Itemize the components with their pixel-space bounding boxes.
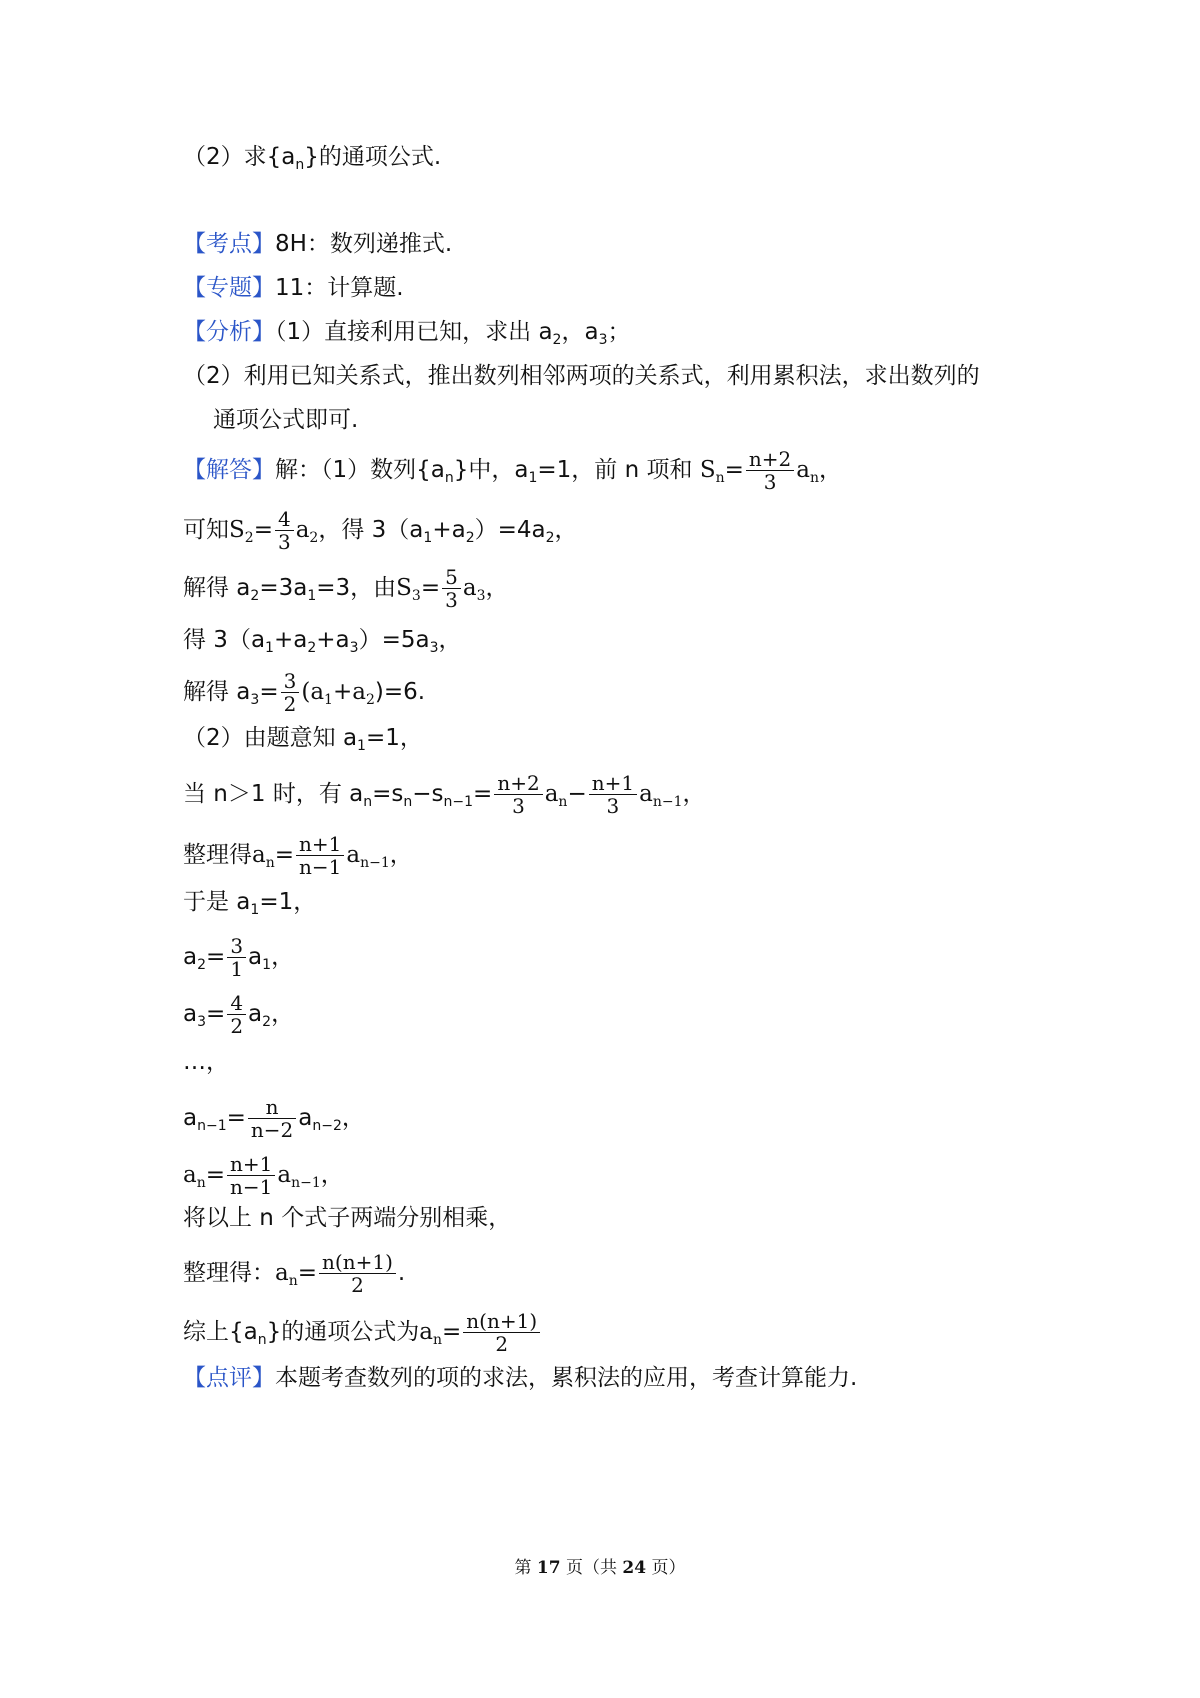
text: +a	[432, 517, 466, 543]
kaodian-tag: 【考点】	[183, 231, 275, 257]
subscript: 2	[545, 530, 555, 546]
denominator: n−1	[299, 855, 342, 879]
fraction	[589, 772, 637, 817]
part2-line-2	[183, 772, 705, 818]
text: ，a	[561, 319, 599, 345]
subscript: 2	[244, 530, 254, 546]
math-symbol: a	[277, 1162, 292, 1188]
subscript: 3	[429, 640, 439, 656]
text: ，	[341, 1105, 365, 1131]
text: =s	[372, 781, 404, 807]
math-symbol: a	[346, 842, 361, 868]
text: −	[567, 781, 587, 807]
subscript: 1	[262, 957, 272, 973]
jieda-line-1: 【解答】解：（1）数列$\{a_n\}$中，$a_1=1$，前 n 项和 $S_n=$ $\frac{n+2}{3}$ $a_n$，	[183, 447, 843, 494]
text: =1，	[365, 725, 423, 751]
text: (a	[301, 679, 325, 705]
text: +a	[273, 627, 308, 653]
subscript: n	[288, 1273, 298, 1289]
denominator: 3	[445, 588, 458, 612]
subscript: n	[715, 470, 725, 486]
text: ，	[485, 575, 509, 601]
text: ，	[320, 1162, 344, 1188]
subscript: 1	[250, 902, 260, 918]
text: a	[248, 1001, 263, 1027]
subscript: n−2	[312, 1118, 342, 1134]
subscript: 1	[265, 640, 274, 656]
math-symbol: a	[252, 842, 266, 868]
part2-line-9: $a_n=$ $\frac{n+1}{n-1}$ $a_{n-1}$，	[183, 1152, 344, 1199]
part2-line-4	[183, 886, 316, 926]
numerator: n+1	[227, 1153, 275, 1176]
subscript: n	[265, 855, 275, 871]
subscript: n	[432, 1332, 442, 1348]
fenxi-line-2: （2）利用已知关系式，推出数列相邻两项的关系式，利用累积法，求出数列的	[183, 363, 980, 389]
math-symbol: a	[419, 1319, 433, 1345]
subscript: 2	[307, 640, 317, 656]
math-symbol: a	[796, 457, 810, 483]
denominator: 3	[606, 794, 620, 818]
denominator: 2	[351, 1273, 364, 1297]
text: ，	[554, 517, 578, 543]
text: a	[298, 1105, 313, 1131]
subscript: 2	[250, 588, 260, 604]
text: （1）直接利用已知，求出 a	[275, 319, 553, 345]
subscript: n−1	[652, 794, 683, 810]
subscript: n	[810, 470, 820, 486]
subscript: n	[295, 157, 305, 173]
fraction	[227, 1153, 275, 1198]
text: 解得 a	[183, 679, 251, 705]
subscript: 3	[349, 640, 359, 656]
text: =1，	[259, 889, 317, 915]
subscript: 1	[528, 470, 538, 486]
fraction	[281, 670, 300, 715]
text: 可知	[183, 517, 229, 543]
text: 整理得：	[183, 1260, 275, 1286]
subscript: n−1	[291, 1175, 321, 1191]
denominator: n−2	[250, 1118, 294, 1142]
subscript: n	[403, 794, 413, 810]
fraction	[442, 566, 461, 611]
numerator: 4	[227, 992, 246, 1015]
part2-line-6: $a_3=$ $\frac{4}{2}$ $a_2$，	[183, 991, 295, 1038]
part2-line-1	[183, 722, 423, 762]
subscript: n	[363, 794, 373, 810]
subscript: n	[558, 794, 568, 810]
part2-line-5: $a_2=$ $\frac{3}{1}$ $a_1$，	[183, 934, 295, 981]
text: }的通项公式.	[304, 144, 442, 170]
denominator: 1	[230, 957, 244, 981]
text: ，	[271, 1001, 295, 1027]
text: 页）	[646, 1558, 686, 1578]
numerator: 4	[275, 508, 294, 531]
jieda-line-3: 解得 $a_2=3a_1=3$，由$S_3=$ $\frac{5}{3}$ $a_3$，	[183, 565, 509, 612]
text: （2）由题意知 a	[183, 725, 358, 751]
text: a	[183, 944, 198, 970]
subscript: 3	[411, 588, 421, 604]
math-symbol: a	[275, 1260, 289, 1286]
subscript: n−1	[443, 794, 474, 810]
math-symbol: a	[639, 781, 653, 807]
subscript: 1	[423, 530, 433, 546]
numerator: n(n+1)	[319, 1251, 396, 1274]
text: a	[183, 1105, 198, 1131]
jieda-line-5	[183, 670, 425, 716]
question-2	[183, 141, 441, 181]
text: ，得 3（a	[318, 517, 424, 543]
subscript: 1	[324, 692, 333, 708]
text: ）=5a	[358, 627, 430, 653]
zhuanti-tag: 【专题】	[183, 275, 275, 301]
numerator: n+1	[589, 772, 637, 795]
kaodian-text: 8H：数列递推式.	[275, 231, 453, 257]
numerator: n+2	[494, 772, 542, 795]
text: ，	[819, 457, 843, 483]
text: ；	[607, 319, 631, 345]
numerator: n(n+1)	[463, 1310, 540, 1333]
subscript: 1	[307, 588, 317, 604]
text: 解得 a	[183, 575, 251, 601]
fraction	[746, 448, 794, 493]
math-symbol: a	[462, 575, 477, 601]
math-symbol: a	[183, 1162, 197, 1188]
text: 于是 a	[183, 889, 251, 915]
fraction	[296, 833, 344, 878]
denominator: 3	[277, 530, 291, 554]
text: 得 3（a	[183, 627, 266, 653]
subscript: 2	[309, 530, 319, 546]
kaodian-line	[183, 228, 452, 260]
dianping-text: 本题考查数列的项的求法，累积法的应用，考查计算能力.	[275, 1365, 858, 1391]
denominator: 3	[512, 794, 525, 818]
math-symbol: S	[229, 517, 245, 543]
text: =3a	[259, 575, 308, 601]
numerator: 3	[281, 670, 300, 693]
part2-line-3: 整理得$a_n=$ $\frac{n+1}{n-1}$ $a_{n-1}$，	[183, 832, 413, 879]
part2-line-8: $a_{n-1}=$ $\frac{n}{n-2}$ $a_{n-2}$，	[183, 1095, 365, 1142]
fraction	[494, 772, 542, 817]
text: =	[259, 679, 279, 705]
text: ，	[682, 781, 706, 807]
text: 综上{a	[183, 1319, 258, 1345]
numerator: n+1	[296, 833, 344, 856]
subscript: 2	[552, 332, 562, 348]
fraction	[275, 508, 294, 553]
fenxi-line-3: 通项公式即可.	[213, 407, 359, 433]
text: （2）求	[183, 144, 267, 170]
text: +a	[316, 627, 350, 653]
text: 第	[514, 1558, 537, 1578]
fraction	[248, 1096, 296, 1141]
zhuanti-text: 11：计算题.	[275, 275, 404, 301]
dianping-line	[183, 1362, 857, 1394]
subscript: n−1	[197, 1118, 227, 1134]
text: a	[183, 1001, 198, 1027]
math-symbol: S	[396, 575, 412, 601]
fraction	[227, 992, 246, 1037]
denominator: 2	[230, 1014, 244, 1038]
fraction	[227, 935, 246, 980]
subscript: n−1	[360, 855, 390, 871]
text: ，	[389, 842, 413, 868]
text: =1，前 n 项和	[537, 457, 693, 483]
text: 解：（1）数列{a	[275, 457, 445, 483]
fraction	[463, 1310, 540, 1355]
subscript: 2	[197, 957, 207, 973]
text: =3，由	[316, 575, 397, 601]
jieda-line-4	[183, 624, 461, 664]
numerator: n	[248, 1096, 296, 1119]
text: )=6.	[374, 679, 426, 705]
text: }的通项公式为	[266, 1319, 420, 1345]
subscript: 2	[465, 530, 475, 546]
text: }中，a	[453, 457, 529, 483]
text: 页（共	[560, 1558, 623, 1578]
zhuanti-line	[183, 272, 404, 304]
fraction	[319, 1251, 396, 1296]
subscript: 2	[262, 1014, 272, 1030]
text: ，	[438, 627, 462, 653]
subscript: 3	[476, 588, 486, 604]
text: +a	[332, 679, 366, 705]
part2-line-12: 综上$\{a_n\}$的通项公式为$a_n=$ $\frac{n(n+1)}{2}$	[183, 1310, 542, 1356]
dianping-tag: 【点评】	[183, 1365, 275, 1391]
math-symbol: a	[295, 517, 310, 543]
part2-line-10: 将以上 n 个式子两端分别相乘，	[183, 1205, 512, 1231]
total-pages: 24	[622, 1558, 647, 1578]
subscript: 3	[197, 1014, 207, 1030]
page-footer	[0, 1553, 1200, 1578]
text: ，	[271, 944, 295, 970]
numerator: 5	[442, 566, 461, 589]
text: a	[248, 944, 263, 970]
page-number: 17	[536, 1558, 561, 1578]
subscript: n	[257, 1332, 267, 1348]
text: −s	[412, 781, 444, 807]
denominator: 2	[495, 1332, 509, 1356]
text: .	[397, 1260, 406, 1286]
jieda-line-2: 可知$S_2=$ $\frac{4}{3}$ $a_2$，得 $3(a_1+a_2)=4a_2$，	[183, 507, 578, 554]
denominator: 2	[283, 692, 297, 716]
numerator: 3	[227, 935, 246, 958]
fenxi-line	[183, 316, 631, 356]
denominator: n−1	[230, 1175, 273, 1199]
part2-line-7: …，	[183, 1049, 229, 1075]
jieda-tag: 【解答】	[183, 457, 275, 483]
denominator: 3	[763, 470, 777, 494]
subscript: 2	[365, 692, 375, 708]
math-symbol: a	[544, 781, 559, 807]
subscript: 3	[250, 692, 260, 708]
subscript: n	[444, 470, 454, 486]
text: ）=4a	[474, 517, 546, 543]
subscript: n	[196, 1175, 206, 1191]
numerator: n+2	[746, 448, 794, 471]
text: =	[473, 781, 493, 807]
subscript: 1	[357, 738, 366, 754]
text: 当 n＞1 时，有 a	[183, 781, 364, 807]
subscript: 3	[598, 332, 608, 348]
fenxi-tag: 【分析】	[183, 319, 275, 345]
text: {a	[266, 144, 296, 170]
text: 整理得	[183, 842, 252, 868]
math-symbol: S	[699, 457, 716, 483]
part2-line-11: 整理得：$a_n=$ $\frac{n(n+1)}{2}$ .	[183, 1250, 406, 1297]
